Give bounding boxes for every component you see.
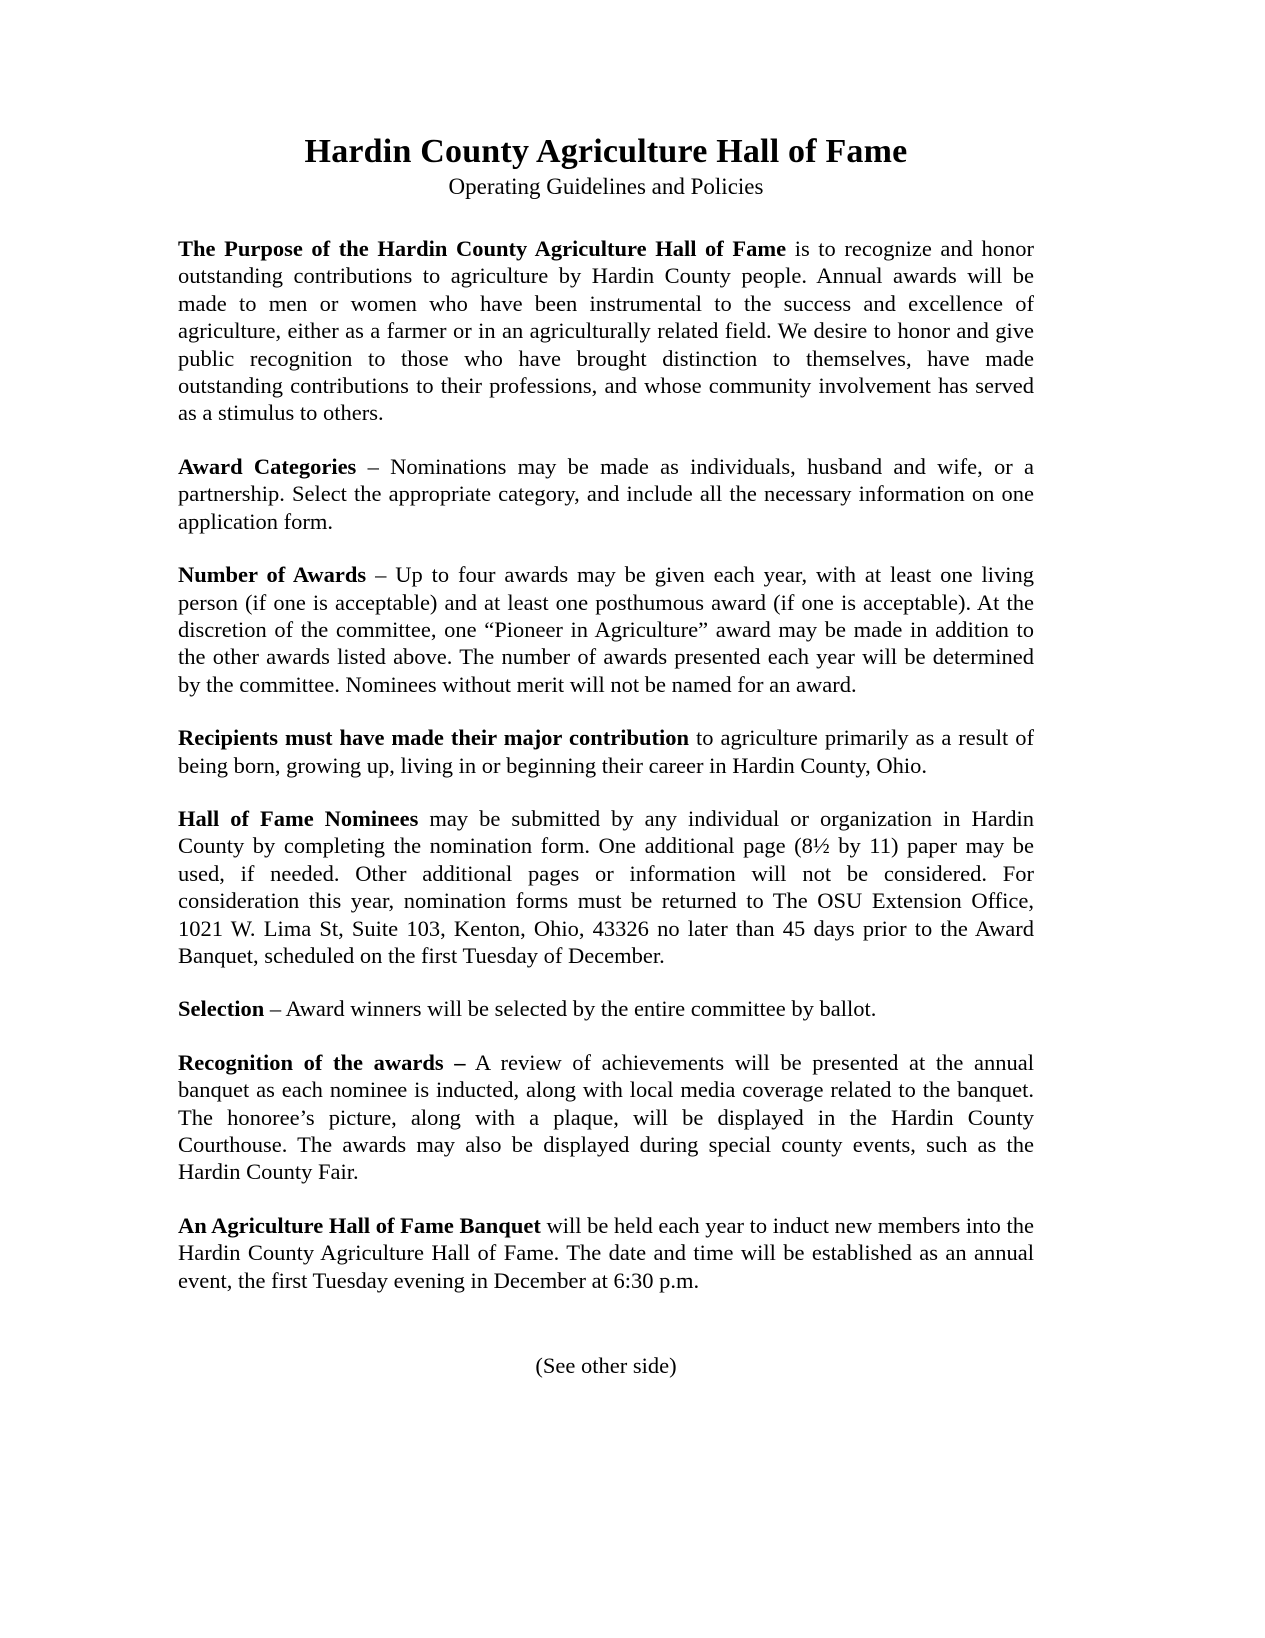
- paragraph-number-of-awards: [178, 561, 1034, 698]
- paragraph-selection: [178, 995, 1034, 1022]
- paragraph-recipients: [178, 724, 1034, 779]
- paragraph-banquet: [178, 1212, 1034, 1294]
- page-title: Hardin County Agriculture Hall of Fame: [304, 133, 908, 170]
- paragraph-text-banquet: will be held each year to induct new members into the Hardin County Agriculture Hall of Fame. The date and time will be established as an annual event, the first Tuesday evening in December at 6:30 p.m.: [178, 1212, 1035, 1293]
- paragraph-recognition: [178, 1049, 1034, 1186]
- paragraph-text-purpose: is to recognize and honor outstanding contributions to agriculture by Hardin County people. Annual awards will be made to men or women who have been instrumental to the success and excellence of agriculture, either as a farmer or in an agriculturally related field. We desire to honor and give public recognition to those who have brought distinction to themselves, have made outstanding contributions to their professions, and whose community involvement has served as a stimulus to others.: [178, 236, 1034, 426]
- paragraph-award-categories: [178, 453, 1034, 535]
- see-other-side-note: (See other side): [535, 1353, 677, 1379]
- paragraph-nominees: [178, 805, 1034, 969]
- page-subtitle: Operating Guidelines and Policies: [448, 174, 764, 200]
- paragraph-heading-selection: Selection: [178, 996, 265, 1022]
- paragraph-heading-banquet: An Agriculture Hall of Fame Banquet: [178, 1212, 541, 1238]
- paragraph-heading-number-of-awards: Number of Awards: [178, 562, 367, 588]
- paragraph-text-award-categories: – Nominations may be made as individuals, husband and wife, or a partnership. Select the appropriate category, and include all the necessary information on one application form.: [178, 453, 1034, 534]
- paragraph-heading-nominees: Hall of Fame Nominees: [178, 805, 419, 831]
- paragraph-text-nominees: may be submitted by any individual or organization in Hardin County by completing the nomination form. One additional page (8½ by 11) paper may be used, if needed. Other additional pages or information will not be considered. For consideration this year, nomination forms must be returned to The OSU Extension Office, 1021 W. Lima St, Suite 103, Kenton, Ohio, 43326 no later than 45 days prior to the Award Banquet, scheduled on the first Tuesday of December.: [178, 805, 1034, 968]
- paragraph-heading-recognition: Recognition of the awards –: [178, 1049, 466, 1075]
- paragraph-heading-recipients: Recipients must have made their major contribution: [178, 725, 690, 751]
- document-body: [178, 132, 1034, 1379]
- paragraph-text-recipients: to agriculture primarily as a result of being born, growing up, living in or beginning their career in Hardin County, Ohio.: [178, 725, 1035, 778]
- paragraph-purpose: [178, 235, 1034, 427]
- paragraph-text-number-of-awards: – Up to four awards may be given each year, with at least one living person (if one is acceptable) and at least one posthumous award (if one is acceptable). At the discretion of the committee, one “Pioneer in Agriculture” award may be made in addition to the other awards listed above. The number of awards presented each year will be determined by the committee. Nominees without merit will not be named for an award.: [178, 562, 1035, 697]
- paragraph-heading-purpose: The Purpose of the Hardin County Agriculture Hall of Fame: [178, 236, 787, 262]
- paragraph-heading-award-categories: Award Categories: [178, 453, 357, 479]
- paragraph-text-selection: – Award winners will be selected by the entire committee by ballot.: [264, 996, 877, 1022]
- paragraph-text-recognition: A review of achievements will be presented at the annual banquet as each nominee is inducted, along with local media coverage related to the banquet. The honoree’s picture, along with a plaque, will be displayed in the Hardin County Courthouse. The awards may also be displayed during special county events, such as the Hardin County Fair.: [178, 1049, 1034, 1185]
